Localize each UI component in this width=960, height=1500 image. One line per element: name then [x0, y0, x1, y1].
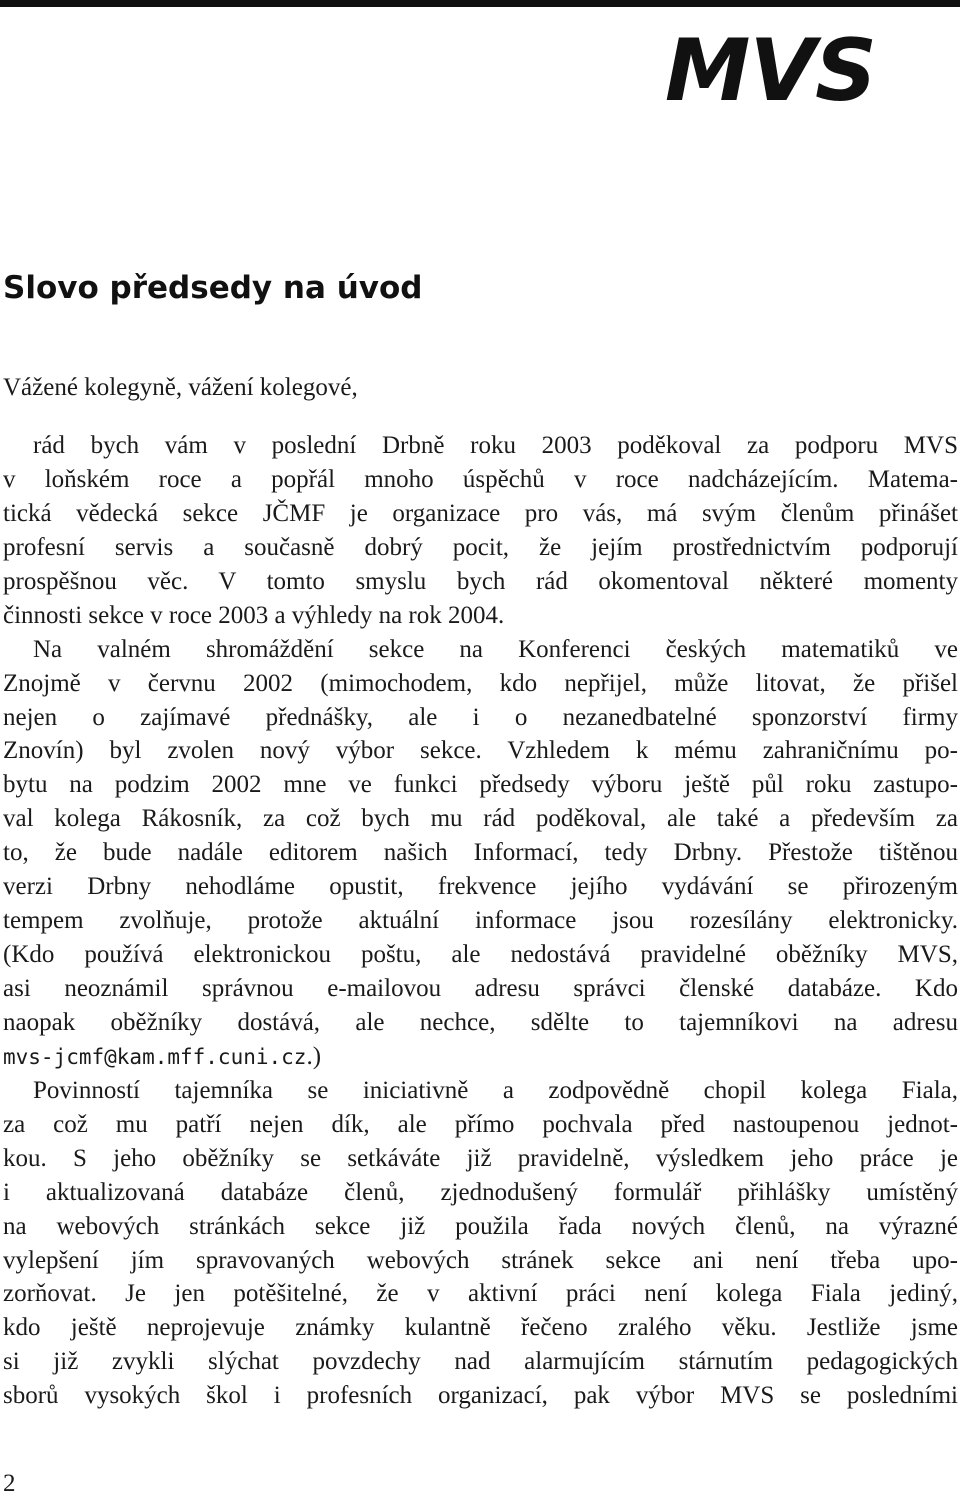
text-line: (Kdo používá elektronickou poštu, ale nedostává pravidelné oběžníky MVS,	[3, 941, 958, 969]
text-line: zorňovat. Je jen potěšitelné, že v aktivní práci není kolega Fiala jediný,	[3, 1280, 958, 1308]
text-line: si již zvykli slýchat povzdechy nad alarmujícím stárnutím pedagogických	[3, 1348, 958, 1376]
email-line	[3, 1040, 958, 1074]
text-line: i aktualizovaná databáze členů, zjednodušený formulář přihlášky umístěný	[3, 1178, 958, 1206]
email-line-tail: .)	[306, 1042, 322, 1070]
text-line: asi neoznámil správnou e-mailovou adresu správci členské databáze. Kdo	[3, 975, 958, 1002]
text-line: prospěšnou věc. V tomto smyslu bych rád okomentoval některé momenty	[3, 567, 958, 595]
text-line: za což mu patří nejen dík, ale přímo pochvala před nastoupenou jednot-	[3, 1110, 958, 1138]
text-line: naopak oběžníky dostává, ale nechce, sdělte to tajemníkovi na adresu	[3, 1008, 958, 1036]
text-line: to, že bude nadále editorem našich Informací, tedy Drbny. Přestože tištěnou	[3, 839, 958, 867]
text-line: Znovín) byl zvolen nový výbor sekce. Vzhledem k mému zahraničnímu po-	[3, 737, 958, 765]
text-line: na webových stránkách sekce již použila řada nových členů, na výrazné	[3, 1212, 958, 1240]
text-line: nejen o zajímavé přednášky, ale i o nezanedbatelné sponzorství firmy	[3, 703, 958, 731]
text-line: kou. S jeho oběžníky se setkáváte již pravidelně, výsledkem jeho práce je	[3, 1144, 958, 1172]
text-line: verzi Drbny nehodláme opustit, frekvence jejího vydávání se přirozeným	[3, 873, 958, 901]
text-line: Na valném shromáždění sekce na Konferenci českých matematiků ve	[33, 635, 958, 663]
header-rule	[0, 0, 960, 7]
text-line: v loňském roce a popřál mnoho úspěchů v roce nadcházejícím. Matema-	[3, 465, 958, 493]
letter-body	[3, 429, 958, 1413]
salutation: Vážené kolegyně, vážení kolegové,	[3, 374, 358, 401]
text-line: Povinností tajemníka se iniciativně a zodpovědně chopil kolega Fiala,	[33, 1076, 958, 1104]
text-line: sborů vysokých škol i profesních organizací, pak výbor MVS se posledními	[3, 1382, 958, 1410]
page-number: 2	[3, 1470, 16, 1497]
text-line: vylepšení jím spravovaných webových stránek sekce ani není třeba upo-	[3, 1246, 958, 1274]
text-line: val kolega Rákosník, za což bych mu rád poděkoval, ale také a především za	[3, 805, 958, 833]
chapter-title: MVS	[664, 21, 876, 121]
text-line: tempem zvolňuje, protože aktuální informace jsou rozesílány elektronicky.	[3, 907, 958, 935]
text-line: Znojmě v červnu 2002 (mimochodem, kdo nepřijel, může litovat, že přišel	[3, 669, 958, 697]
text-line: bytu na podzim 2002 mne ve funkci předsedy výboru ještě půl roku zastupo-	[3, 771, 958, 799]
email-link[interactable]: mvs-jcmf@kam.mff.cuni.cz	[3, 1044, 307, 1069]
text-line: kdo ještě neprojevuje známky kulantně řečeno zralého věku. Jestliže jsme	[3, 1314, 958, 1342]
section-heading: Slovo předsedy na úvod	[3, 270, 423, 306]
text-line: tická vědecká sekce JČMF je organizace pro vás, má svým členům přinášet	[3, 499, 958, 527]
text-line: profesní servis a současně dobrý pocit, že jejím prostřednictvím podporují	[3, 533, 958, 561]
text-line: činnosti sekce v roce 2003 a výhledy na rok 2004.	[3, 601, 505, 629]
text-line: rád bych vám v poslední Drbně roku 2003 poděkoval za podporu MVS	[33, 432, 958, 459]
